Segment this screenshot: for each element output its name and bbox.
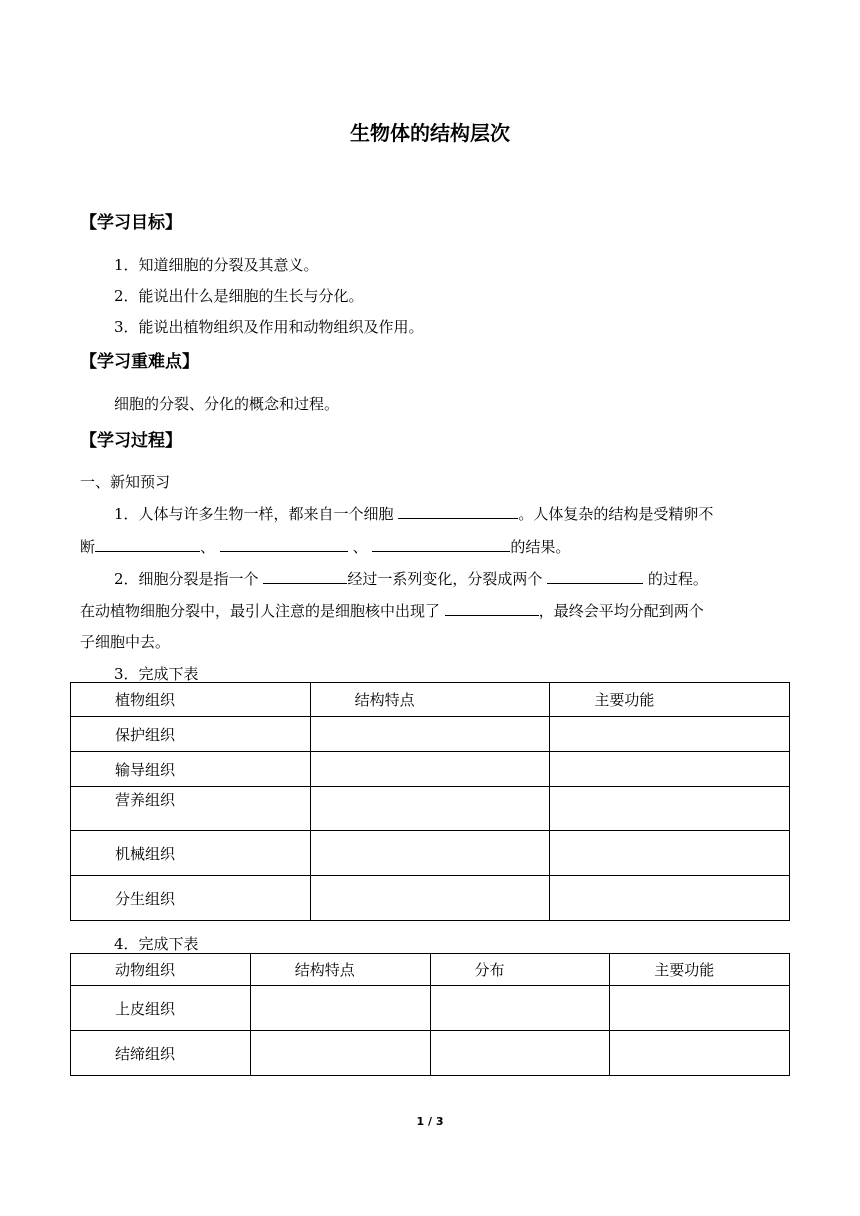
table-row	[71, 1031, 790, 1076]
row-label: 营养组织	[115, 791, 176, 809]
row-label-cell	[71, 986, 251, 1031]
question-1-sep-2: 、	[347, 538, 373, 556]
header-label: 主要功能	[594, 691, 655, 709]
question-3-label: 3．完成下表	[114, 665, 199, 683]
answer-cell[interactable]	[310, 752, 550, 787]
table-header-cell	[610, 954, 790, 986]
fill-blank[interactable]	[547, 567, 643, 584]
header-label: 植物组织	[115, 691, 176, 709]
answer-cell[interactable]	[250, 986, 430, 1031]
preview-heading: 一、新知预习	[80, 473, 171, 491]
question-2-text-a: 2．细胞分裂是指一个	[114, 570, 264, 588]
question-1-text-c: 断	[80, 538, 96, 556]
goal-item-2: 2．能说出什么是细胞的生长与分化。	[114, 287, 364, 305]
question-4-label: 4．完成下表	[114, 935, 199, 953]
table-row	[71, 876, 790, 921]
answer-cell[interactable]	[310, 717, 550, 752]
row-label-cell	[71, 1031, 251, 1076]
row-label: 机械组织	[115, 844, 176, 863]
question-1-text-a: 1．人体与许多生物一样，都来自一个细胞	[114, 505, 399, 523]
fill-blank[interactable]	[445, 599, 539, 616]
answer-cell[interactable]	[310, 876, 550, 921]
table-row	[71, 717, 790, 752]
question-1-line-2	[80, 535, 570, 557]
table-header-cell	[71, 683, 311, 717]
table-row	[71, 831, 790, 876]
question-2-text-b: 经过一系列变化，分裂成两个	[347, 570, 548, 588]
question-2-line-2	[80, 599, 704, 621]
answer-cell[interactable]	[310, 787, 550, 831]
question-2-text-e: ，最终会平均分配到两个	[538, 602, 704, 620]
answer-cell[interactable]	[310, 831, 550, 876]
table-header-cell	[310, 683, 550, 717]
header-label: 结构特点	[294, 961, 355, 979]
fill-blank[interactable]	[220, 535, 348, 552]
header-label: 分布	[474, 961, 505, 979]
section-process-heading: 【学习过程】	[80, 431, 182, 451]
answer-cell[interactable]	[550, 787, 790, 831]
question-1-sep-1: 、	[200, 538, 216, 556]
answer-cell[interactable]	[550, 876, 790, 921]
question-2-line-3: 子细胞中去。	[80, 633, 171, 651]
row-label-cell	[71, 787, 311, 831]
header-label: 动物组织	[115, 961, 176, 979]
row-label-cell	[71, 717, 311, 752]
header-label: 主要功能	[654, 961, 715, 979]
row-label: 保护组织	[115, 725, 176, 744]
fill-blank[interactable]	[95, 535, 200, 552]
goal-item-3: 3．能说出植物组织及作用和动物组织及作用。	[114, 318, 424, 336]
page-number: 1 / 3	[416, 1115, 444, 1128]
answer-cell[interactable]	[430, 986, 610, 1031]
answer-cell[interactable]	[550, 717, 790, 752]
table-row	[71, 752, 790, 787]
question-1-line-1	[114, 502, 713, 524]
answer-cell[interactable]	[550, 831, 790, 876]
answer-cell[interactable]	[430, 1031, 610, 1076]
header-label: 结构特点	[354, 691, 415, 709]
page-title: 生物体的结构层次	[350, 121, 510, 145]
question-1-text-b: 。人体复杂的结构是受精卵不	[518, 505, 714, 523]
table-header-cell	[550, 683, 790, 717]
plant-tissue-table	[70, 682, 790, 921]
fill-blank[interactable]	[398, 502, 518, 519]
fill-blank[interactable]	[263, 567, 347, 584]
row-label-cell	[71, 831, 311, 876]
answer-cell[interactable]	[250, 1031, 430, 1076]
table-row	[71, 986, 790, 1031]
question-2-text-d: 在动植物细胞分裂中，最引人注意的是细胞核中出现了	[80, 602, 445, 620]
answer-cell[interactable]	[610, 986, 790, 1031]
table-header-cell	[430, 954, 610, 986]
question-1-text-d: 的结果。	[510, 538, 571, 556]
table-header-cell	[250, 954, 430, 986]
row-label-cell	[71, 752, 311, 787]
row-label: 结缔组织	[115, 1044, 176, 1063]
goal-item-1: 1．知道细胞的分裂及其意义。	[114, 256, 319, 274]
answer-cell[interactable]	[610, 1031, 790, 1076]
key-point-text: 细胞的分裂、分化的概念和过程。	[114, 395, 340, 413]
question-2-text-c: 的过程。	[643, 570, 708, 588]
row-label: 输导组织	[115, 760, 176, 779]
table-row	[71, 787, 790, 831]
row-label: 分生组织	[115, 889, 176, 908]
question-2-line-1	[114, 567, 708, 589]
table-header-cell	[71, 954, 251, 986]
answer-cell[interactable]	[550, 752, 790, 787]
row-label: 上皮组织	[115, 999, 176, 1018]
fill-blank[interactable]	[372, 535, 510, 552]
section-key-points-heading: 【学习重难点】	[80, 352, 199, 372]
row-label-cell	[71, 876, 311, 921]
section-goals-heading: 【学习目标】	[80, 213, 182, 233]
animal-tissue-table	[70, 953, 790, 1076]
